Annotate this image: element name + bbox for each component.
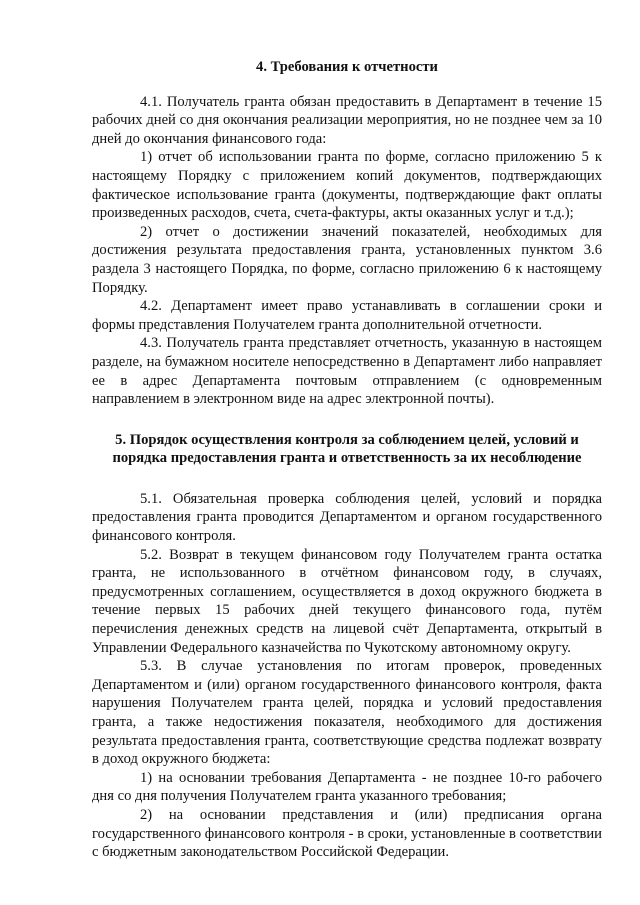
paragraph-4-2: 4.2. Департамент имеет право устанавливать в соглашении сроки и формы представления Получателем гранта дополнительной отчетности.: [92, 298, 602, 333]
paragraph-5-1: 5.1. Обязательная проверка соблюдения целей, условий и порядка предоставления гранта проводится Департаментом и органом государственного финансового контроля.: [92, 490, 602, 545]
document-body: [92, 58, 602, 862]
paragraph-4-1: 4.1. Получатель гранта обязан предоставить в Департамент в течение 15 рабочих дней со дня окончания реализации мероприятия, но не позднее чем за 10 дней до окончания финансового года:: [92, 93, 602, 147]
paragraph-4-3: 4.3. Получатель гранта представляет отчетность, указанную в настоящем разделе, на бумажном носителе непосредственно в Департамент либо направляет ее в адрес Департамента почтовым отправлением (с одновременным направлением в электронном виде на адрес электронной почты).: [92, 335, 602, 408]
section-5-title: 5. Порядок осуществления контроля за соблюдением целей, условий и порядка предоставления гранта и ответственность за их несоблюдение: [112, 431, 582, 467]
paragraph-5-3-item-2: 2) на основании представления и (или) предписания органа государственного финансового контроля - в сроки, установленные в соответствии с бюджетным законодательством Российской Федерации.: [92, 806, 602, 861]
section-4-title: 4. Требования к отчетности: [256, 59, 438, 75]
paragraph-5-3: 5.3. В случае установления по итогам проверок, проведенных Департаментом и (или) органом государственного финансового контроля, факта нарушения Получателем гранта целей, порядка и условий предоставления гранта, а также недостижения показателя, необходимого для достижения результата предоставления гранта, соответствующие средства подлежат возврату в доход окружного бюджета:: [92, 658, 602, 768]
paragraph-5-3-item-1: 1) на основании требования Департамента - не позднее 10-го рабочего дня со дня получения Получателем гранта указанного требования;: [92, 769, 602, 805]
paragraph-4-1-item-1: 1) отчет об использовании гранта по форме, согласно приложению 5 к настоящему Порядку с приложением копий документов, подтверждающих фактическое использование гранта (документы, подтверждающие факт оплаты произведенных расходов, счета, счета-фактуры, акты оказанных услуг и т.д.);: [92, 149, 602, 222]
paragraph-4-1-item-2: 2) отчет о достижении значений показателей, необходимых для достижения результата предоставления гранта, установленных пунктом 3.6 раздела 3 настоящего Порядка, по форме, согласно приложению 6 к настоящему Порядку.: [92, 223, 602, 296]
paragraph-5-2: 5.2. Возврат в текущем финансовом году Получателем гранта остатка гранта, не использованного в отчётном финансовом году, в случаях, предусмотренных соглашением, осуществляется в доход окружного бюджета в течение первых 15 рабочих дней текущего финансового года, путём перечисления денежных средств на лицевой счёт Департамента, открытый в Управлении Федерального казначейства по Чукотскому автономному округу.: [92, 546, 602, 656]
